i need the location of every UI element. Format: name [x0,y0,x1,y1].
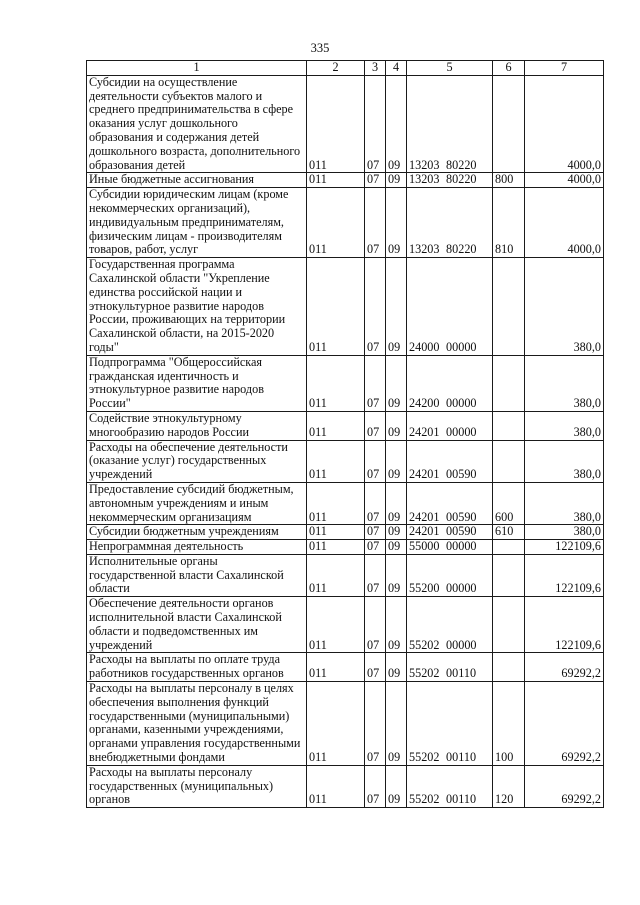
subsection-code: 09 [386,440,407,482]
target-direction-code: 80220 [446,172,477,187]
table-row [87,682,604,766]
subsection-code: 09 [386,682,407,766]
ministry-code: 011 [307,482,365,524]
amount: 380,0 [525,411,604,440]
section-code: 07 [365,682,386,766]
ministry-code: 011 [307,525,365,540]
table-row [87,258,604,356]
target-program-code: 55200 [409,581,440,596]
ministry-code: 011 [307,75,365,173]
row-name: Государственная программа Сахалинской области "Укрепление единства российской нации и этнокультурное развитие народов России, проживающих на территории Сахалинской области, на 2015-2020 годы" [87,258,307,356]
target-article-code [407,75,493,173]
row-name: Субсидии на осуществление деятельности субъектов малого и среднего предпринимательства в сфере оказания услуг дошкольного образования и содержания детей дошкольного возраста, дополнительного образования детей [87,75,307,173]
section-code: 07 [365,540,386,555]
amount: 69292,2 [525,653,604,682]
amount: 122109,6 [525,540,604,555]
ministry-code: 011 [307,411,365,440]
target-direction-code: 00000 [446,396,477,411]
table-row [87,355,604,411]
target-direction-code: 80220 [446,242,477,257]
column-header-1: 1 [87,61,307,76]
table-row [87,653,604,682]
expense-type-code [493,540,525,555]
section-code: 07 [365,554,386,596]
subsection-code: 09 [386,765,407,807]
target-direction-code: 00110 [446,666,477,681]
subsection-code: 09 [386,540,407,555]
expense-type-code [493,75,525,173]
column-header-6: 6 [493,61,525,76]
subsection-code: 09 [386,355,407,411]
target-program-code: 24201 [409,524,440,539]
amount: 69292,2 [525,765,604,807]
target-direction-code: 00590 [446,524,477,539]
target-article-code [407,540,493,555]
expense-type-code [493,411,525,440]
amount: 380,0 [525,482,604,524]
ministry-code: 011 [307,597,365,653]
target-direction-code: 00110 [446,750,477,765]
section-code: 07 [365,258,386,356]
row-name: Непрограммная деятельность [87,540,307,555]
section-code: 07 [365,482,386,524]
target-program-code: 13203 [409,157,440,172]
target-program-code: 24201 [409,509,440,524]
amount: 380,0 [525,258,604,356]
row-name: Предоставление субсидий бюджетным, автономным учреждениям и иным некоммерческим организациям [87,482,307,524]
target-program-code: 55202 [409,637,440,652]
target-direction-code: 00000 [446,581,477,596]
column-header-5: 5 [407,61,493,76]
target-article-code [407,653,493,682]
row-name: Обеспечение деятельности органов исполнительной власти Сахалинской области и подведомственных им учреждений [87,597,307,653]
target-article-code [407,554,493,596]
expense-type-code [493,554,525,596]
amount: 380,0 [525,355,604,411]
table-row [87,765,604,807]
table-row [87,597,604,653]
ministry-code: 011 [307,653,365,682]
target-direction-code: 00590 [446,467,477,482]
expense-type-code [493,258,525,356]
target-program-code: 24201 [409,424,440,439]
target-direction-code: 00000 [446,339,477,354]
subsection-code: 09 [386,597,407,653]
column-header-3: 3 [365,61,386,76]
target-program-code: 24201 [409,467,440,482]
amount: 4000,0 [525,173,604,188]
ministry-code: 011 [307,258,365,356]
subsection-code: 09 [386,525,407,540]
expense-type-code [493,355,525,411]
target-direction-code: 00000 [446,539,477,554]
target-direction-code: 00110 [446,792,477,807]
ministry-code: 011 [307,682,365,766]
section-code: 07 [365,355,386,411]
column-header-2: 2 [307,61,365,76]
page-number: 335 [310,41,330,55]
subsection-code: 09 [386,188,407,258]
subsection-code: 09 [386,258,407,356]
section-code: 07 [365,411,386,440]
section-code: 07 [365,653,386,682]
expense-type-code: 600 [493,482,525,524]
amount: 122109,6 [525,554,604,596]
amount: 122109,6 [525,597,604,653]
target-program-code: 55202 [409,792,440,807]
subsection-code: 09 [386,482,407,524]
table-row [87,188,604,258]
target-article-code [407,597,493,653]
section-code: 07 [365,75,386,173]
table-row [87,173,604,188]
subsection-code: 09 [386,554,407,596]
target-article-code [407,355,493,411]
target-article-code [407,482,493,524]
ministry-code: 011 [307,173,365,188]
row-name: Расходы на выплаты персоналу в целях обеспечения выполнения функций государственными (муниципальными) органами, казенными учреждениями, органами управления государственными внебюджетными фондами [87,682,307,766]
column-header-7: 7 [525,61,604,76]
target-direction-code: 00000 [446,637,477,652]
row-name: Расходы на выплаты по оплате труда работников государственных органов [87,653,307,682]
target-article-code [407,525,493,540]
subsection-code: 09 [386,411,407,440]
row-name: Иные бюджетные ассигнования [87,173,307,188]
section-code: 07 [365,440,386,482]
budget-table [86,60,604,808]
ministry-code: 011 [307,440,365,482]
target-program-code: 55202 [409,666,440,681]
ministry-code: 011 [307,540,365,555]
target-direction-code: 00000 [446,424,477,439]
amount: 380,0 [525,440,604,482]
subsection-code: 09 [386,653,407,682]
section-code: 07 [365,525,386,540]
ministry-code: 011 [307,188,365,258]
row-name: Субсидии юридическим лицам (кроме некоммерческих организаций), индивидуальным предпринимателям, физическим лицам - производителям товаров, работ, услуг [87,188,307,258]
amount: 69292,2 [525,682,604,766]
expense-type-code: 100 [493,682,525,766]
ministry-code: 011 [307,765,365,807]
row-name: Содействие этнокультурному многообразию народов России [87,411,307,440]
target-program-code: 55000 [409,539,440,554]
target-article-code [407,682,493,766]
target-program-code: 55202 [409,750,440,765]
target-direction-code: 80220 [446,157,477,172]
table-row [87,540,604,555]
expense-type-code: 800 [493,173,525,188]
subsection-code: 09 [386,173,407,188]
table-row [87,411,604,440]
table-row [87,440,604,482]
expense-type-code [493,597,525,653]
target-article-code [407,411,493,440]
section-code: 07 [365,173,386,188]
amount: 4000,0 [525,75,604,173]
row-name: Подпрограмма "Общероссийская гражданская идентичность и этнокультурное развитие народов России" [87,355,307,411]
target-article-code [407,440,493,482]
row-name: Расходы на обеспечение деятельности (оказание услуг) государственных учреждений [87,440,307,482]
table-row [87,525,604,540]
target-article-code [407,765,493,807]
expense-type-code: 610 [493,525,525,540]
table-row [87,75,604,173]
table-row [87,482,604,524]
column-header-4: 4 [386,61,407,76]
section-code: 07 [365,188,386,258]
expense-type-code: 120 [493,765,525,807]
section-code: 07 [365,765,386,807]
expense-type-code [493,653,525,682]
table-body [87,75,604,807]
amount: 380,0 [525,525,604,540]
target-article-code [407,258,493,356]
subsection-code: 09 [386,75,407,173]
table-row [87,554,604,596]
target-program-code: 13203 [409,242,440,257]
row-name: Субсидии бюджетным учреждениям [87,525,307,540]
target-article-code [407,173,493,188]
target-program-code: 24200 [409,396,440,411]
ministry-code: 011 [307,355,365,411]
expense-type-code [493,440,525,482]
section-code: 07 [365,597,386,653]
target-direction-code: 00590 [446,509,477,524]
ministry-code: 011 [307,554,365,596]
target-program-code: 13203 [409,172,440,187]
expense-type-code: 810 [493,188,525,258]
row-name: Исполнительные органы государственной власти Сахалинской области [87,554,307,596]
target-article-code [407,188,493,258]
header-row [87,61,604,76]
amount: 4000,0 [525,188,604,258]
target-program-code: 24000 [409,339,440,354]
row-name: Расходы на выплаты персоналу государственных (муниципальных) органов [87,765,307,807]
